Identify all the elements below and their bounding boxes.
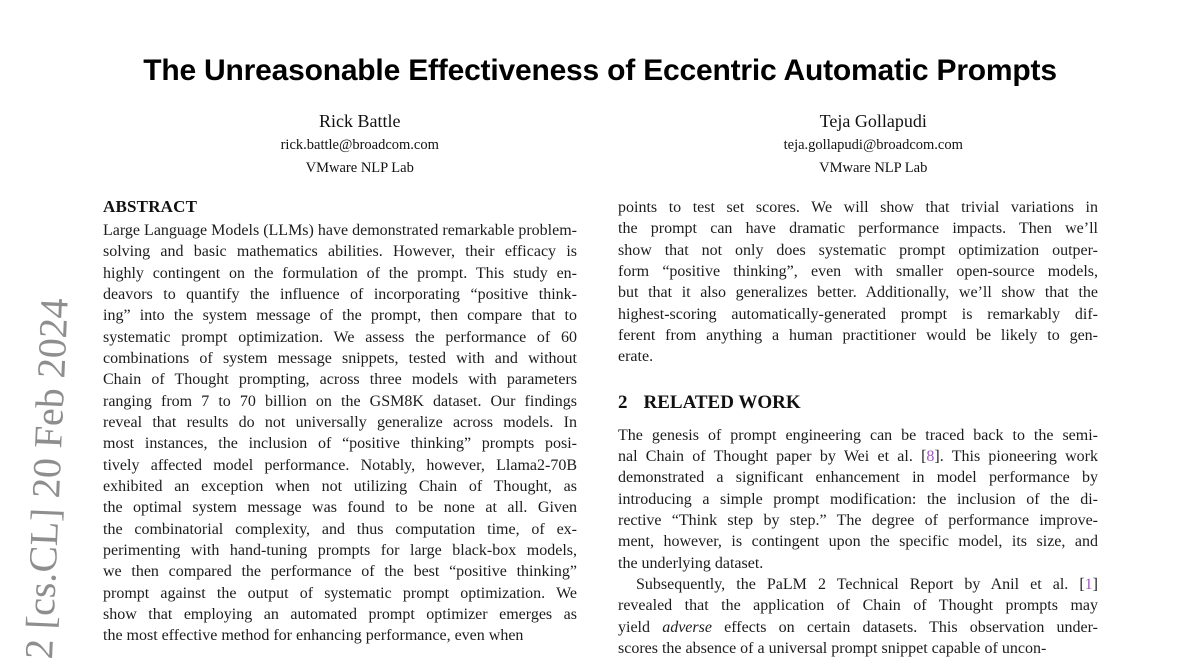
citation-ref[interactable]: 1 <box>1084 575 1093 593</box>
text-line: highly contingent on the formulation of the prompt. This study en- <box>103 264 577 282</box>
author-affiliation: VMware NLP Lab <box>819 160 928 176</box>
text-line: the prompt can have dramatic performance impacts. Then we’ll <box>618 220 1098 238</box>
text-line: ranging from 7 to 70 billion on the GSM8K dataset. Our findings <box>103 392 577 410</box>
text-line: exhibited an exception when not utilizing Chain of Thought, as <box>103 477 577 495</box>
text-line: rective “Think step by step.” The degree of performance improve- <box>618 511 1098 529</box>
text-line: the optimal system message was found to be none at all. Given <box>103 499 577 517</box>
text-line: show that not only does systematic prompt optimization outper- <box>618 241 1098 259</box>
text-line: combinations of system message snippets, tested with and without <box>103 349 577 367</box>
text-line: ment, however, is contingent upon the specific model, its size, and <box>618 533 1098 551</box>
author-block <box>103 108 617 180</box>
abstract-heading: ABSTRACT <box>103 197 198 216</box>
author-email: rick.battle@broadcom.com <box>280 137 439 153</box>
text-line: reveal that results do not universally generalize across models. In <box>103 413 577 431</box>
text-line: revealed that the application of Chain of Thought prompts may <box>618 597 1098 615</box>
text-line: ferent from anything a human practitioner would be likely to gen- <box>618 326 1098 344</box>
authors-row <box>103 108 1130 180</box>
text-line: show that employing an automated prompt optimizer emerges as <box>103 605 577 623</box>
text-line: ing” into the system message of the prompt, then compare that to <box>103 307 577 325</box>
text-line: points to test set scores. We will show that trivial variations in <box>618 199 1098 216</box>
text-line: systematic prompt optimization. We assess the performance of 60 <box>103 328 577 346</box>
author-email: teja.gollapudi@broadcom.com <box>783 137 963 153</box>
text-line: the most effective method for enhancing performance, even when <box>103 627 524 645</box>
related-work-text <box>618 425 1098 660</box>
abstract-text <box>103 220 577 647</box>
author-name: Rick Battle <box>319 111 401 131</box>
text-line: prompt against the output of systematic prompt optimization. We <box>103 584 577 602</box>
paragraph <box>618 425 1098 574</box>
text-line: the combinatorial complexity, and thus computation time, of ex- <box>103 520 577 538</box>
arxiv-watermark: 2 [cs.CL] 20 Feb 2024 <box>16 297 77 660</box>
section-heading-related-work <box>618 392 1098 414</box>
author-name: Teja Gollapudi <box>819 111 927 131</box>
text-line: perimenting with hand-tuning prompts for large black-box models, <box>103 541 577 559</box>
text-line: the underlying dataset. <box>618 554 764 572</box>
text-line: deavors to quantify the influence of incorporating “positive think- <box>103 285 577 303</box>
right-column <box>618 197 1098 659</box>
emphasis-text: adverse <box>662 618 712 636</box>
paragraph <box>618 574 1098 659</box>
text-line: introducing a simple prompt modification: the inclusion of the di- <box>618 490 1098 508</box>
text-line: form “positive thinking”, even with smaller open-source models, <box>618 262 1098 280</box>
text-line: Large Language Models (LLMs) have demonstrated remarkable problem- <box>103 222 577 239</box>
text-line: but that it also generalizes better. Additionally, we’ll show that the <box>618 284 1098 302</box>
paper-title: The Unreasonable Effectiveness of Eccentric Automatic Prompts <box>143 54 1057 87</box>
left-column <box>103 197 577 647</box>
text-line: nal Chain of Thought paper by Wei et al. [8]. This pioneering work <box>618 447 1098 465</box>
text-line: we then compared the performance of the best “positive thinking” <box>103 563 577 581</box>
intro-continuation-text <box>618 197 1098 368</box>
paragraph <box>103 220 577 647</box>
text-line: solving and basic mathematics abilities. However, their efficacy is <box>103 243 577 261</box>
author-affiliation: VMware NLP Lab <box>305 160 414 176</box>
text-line: demonstrated a significant enhancement in model performance by <box>618 469 1098 487</box>
paragraph <box>618 197 1098 368</box>
text-line: Chain of Thought prompting, across three models with parameters <box>103 371 577 389</box>
text-line: yield adverse effects on certain datasets. This observation under- <box>618 618 1098 636</box>
text-line: scores the absence of a universal prompt snippet capable of uncon- <box>618 639 1047 657</box>
section-number: 2 <box>618 391 628 413</box>
text-line: tively affected model performance. Notably, however, Llama2-70B <box>103 456 577 474</box>
text-line: Subsequently, the PaLM 2 Technical Report by Anil et al. [1] <box>636 575 1098 593</box>
text-line: most instances, the inclusion of “positive thinking” prompts posi- <box>103 435 577 453</box>
section-title: RELATED WORK <box>643 391 801 413</box>
text-line: The genesis of prompt engineering can be traced back to the semi- <box>618 426 1098 444</box>
author-block <box>617 108 1131 180</box>
citation-ref[interactable]: 8 <box>926 447 935 465</box>
text-line: highest-scoring automatically-generated prompt is remarkably dif- <box>618 305 1098 323</box>
text-line: erate. <box>618 348 654 366</box>
